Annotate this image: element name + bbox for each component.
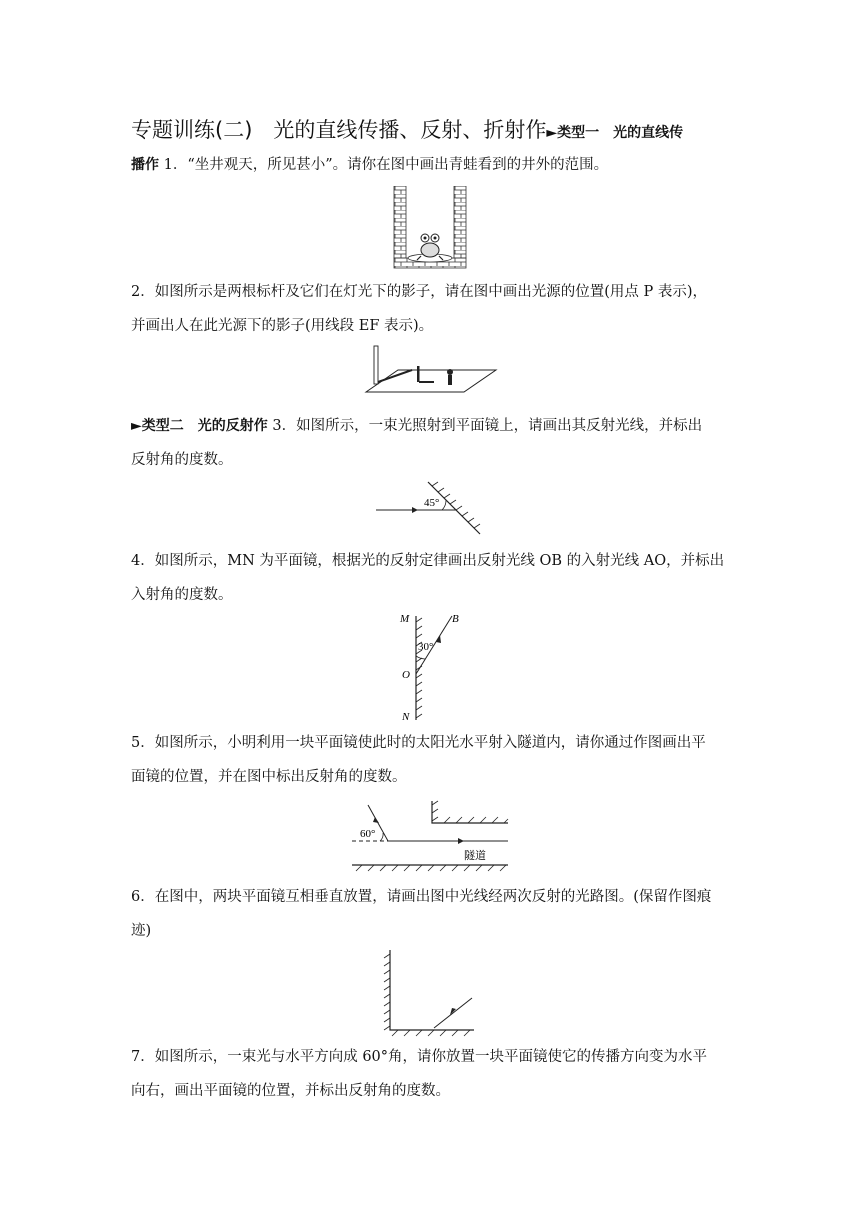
question-1-text: 1．“坐井观天，所见甚小”。请你在图中画出青蛙看到的井外的范围。 <box>159 157 609 173</box>
label-o: O <box>402 669 410 681</box>
well-frog-figure <box>392 186 468 270</box>
label-n: N <box>402 711 410 723</box>
label-b: B <box>452 613 459 625</box>
question-5-line-1: 5．如图所示，小明利用一块平面镜使此时的太阳光水平射入隧道内，请你通过作图画出平 <box>131 735 706 751</box>
mirror-mn-figure <box>396 608 466 724</box>
question-3-line-2: 反射角的度数。 <box>131 452 233 468</box>
tunnel-label: 隧道 <box>464 850 486 862</box>
perpendicular-mirrors-figure <box>380 948 476 1038</box>
label-m: M <box>400 613 410 625</box>
question-4-line-1: 4．如图所示，MN 为平面镜，根据光的反射定律画出反射光线 OB 的入射光线 AO，并标出 <box>131 553 725 569</box>
frog-icon <box>417 234 443 260</box>
question-2-line-1: 2．如图所示是两根标杆及它们在灯光下的影子，请在图中画出光源的位置(用点 P 表示)， <box>131 284 708 300</box>
angle-label-60: 60° <box>360 828 376 840</box>
question-3-text: 3．如图所示，一束光照射到平面镜上，请画出其反射光线，并标出 <box>267 418 703 434</box>
type2-heading: ►类型二 光的反射作 <box>131 418 268 434</box>
angle-label-30: 30° <box>418 641 434 653</box>
question-1 <box>131 155 731 175</box>
question-2-line-2: 并画出人在此光源下的影子(用线段 EF 表示)。 <box>131 318 434 334</box>
worksheet-title <box>131 114 683 144</box>
question-7-line-1: 7．如图所示，一束光与水平方向成 60°角，请你放置一块平面镜使它的传播方向变为水平 <box>131 1049 708 1065</box>
type1-heading: ►类型一 光的直线传 <box>546 125 684 141</box>
question-6-line-2: 迹) <box>131 923 152 939</box>
angle-label-45: 45° <box>424 497 440 509</box>
tunnel-figure <box>348 795 512 873</box>
question-4-line-2: 入射角的度数。 <box>131 587 233 603</box>
question-7-line-2: 向右，画出平面镜的位置，并标出反射角的度数。 <box>131 1083 450 1099</box>
poles-shadow-figure <box>364 344 498 394</box>
question-3-line-1 <box>131 416 731 436</box>
question-5-line-2: 面镜的位置，并在图中标出反射角的度数。 <box>131 769 407 785</box>
question-6-line-1: 6．在图中，两块平面镜互相垂直放置，请画出图中光线经两次反射的光路图。(保留作图痕 <box>131 889 712 905</box>
mirror-incident-figure <box>372 478 488 538</box>
type1-heading-cont: 播作 <box>131 157 159 173</box>
title-main: 专题训练(二) 光的直线传播、反射、折射作 <box>131 118 547 142</box>
